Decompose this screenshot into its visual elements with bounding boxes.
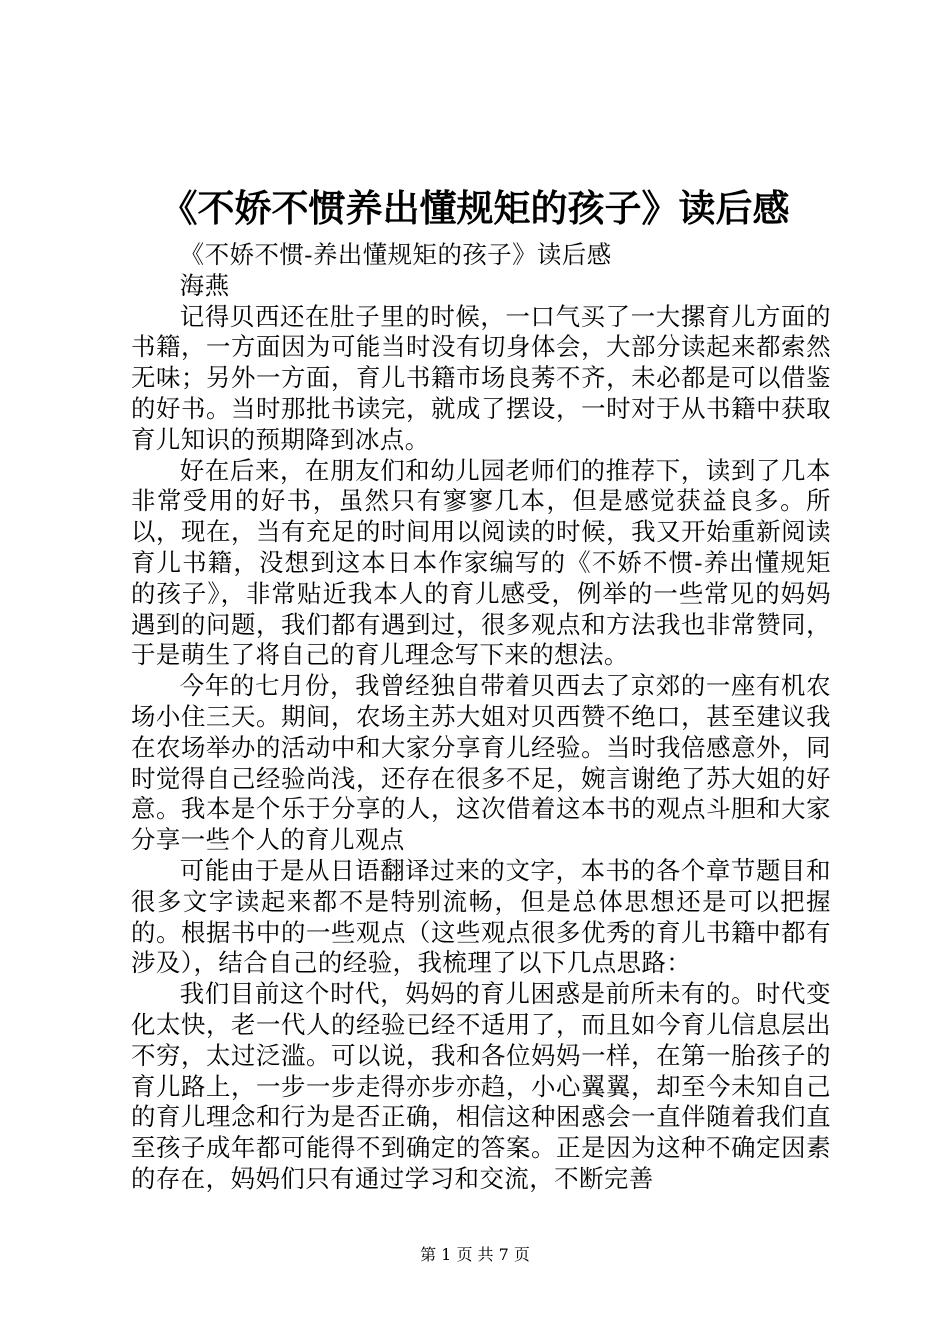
paragraph-5: 我们目前这个时代，妈妈的育儿困惑是前所未有的。时代变化太快，老一代人的经验已经不适用了，而且如今育儿信息层出不穷，太过泛滥。可以说，我和各位妈妈一样，在第一胎孩子的育儿路上，一步一步走得亦步亦趋，小心翼翼，却至今未知自己的育儿理念和行为是否正确，相信这种困惑会一直伴随着我们直至孩子成年都可能得不到确定的答案。正是因为这种不确定因素的存在，妈妈们只有通过学习和交流，不断完善: [131, 979, 831, 1193]
document-subtitle: 《不娇不惯-养出懂规矩的孩子》读后感: [179, 240, 612, 269]
page-number-footer: 第 1 页 共 7 页: [420, 1245, 530, 1264]
document-author: 海燕: [179, 270, 230, 300]
document-body: [131, 240, 831, 1195]
paragraph-4: 可能由于是从日语翻译过来的文字，本书的各个章节题目和很多文字读起来都不是特别流畅，但是总体思想还是可以把握的。根据书中的一些观点（这些观点很多优秀的育儿书籍中都有涉及），结合自己的经验，我梳理了以下几点思路：: [131, 855, 831, 978]
document-title: 《不娇不惯养出懂规矩的孩子》读后感: [160, 186, 790, 230]
paragraph-2: 好在后来，在朋友们和幼儿园老师们的推荐下，读到了几本非常受用的好书，虽然只有寥寥几本，但是感觉获益良多。所以，现在，当有充足的时间用以阅读的时候，我又开始重新阅读育儿书籍，没想到这本日本作家编写的《不娇不惯-养出懂规矩的孩子》，非常贴近我本人的育儿感受，例举的一些常见的妈妈遇到的问题，我们都有遇到过，很多观点和方法我也非常赞同，于是萌生了将自己的育儿理念写下来的想法。: [131, 455, 831, 670]
paragraph-3: 今年的七月份，我曾经独自带着贝西去了京郊的一座有机农场小住三天。期间，农场主苏大姐对贝西赞不绝口，甚至建议我在农场举办的活动中和大家分享育儿经验。当时我倍感意外，同时觉得自己经验尚浅，还存在很多不足，婉言谢绝了苏大姐的好意。我本是个乐于分享的人，这次借着这本书的观点斗胆和大家分享一些个人的育儿观点: [131, 671, 831, 855]
paragraph-1: 记得贝西还在肚子里的时候，一口气买了一大摞育儿方面的书籍，一方面因为可能当时没有切身体会，大部分读起来都索然无味；另外一方面，育儿书籍市场良莠不齐，未必都是可以借鉴的好书。当时那批书读完，就成了摆设，一时对于从书籍中获取育儿知识的预期降到冰点。: [131, 301, 831, 454]
